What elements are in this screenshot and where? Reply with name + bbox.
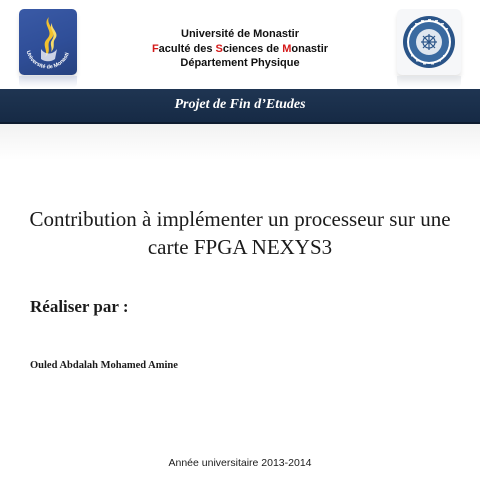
thesis-title <box>20 205 460 261</box>
header-institution <box>110 27 370 71</box>
faculty-seal-reflection <box>397 76 461 88</box>
project-banner <box>0 89 480 124</box>
faculty-name: Faculté des Sciences de Monastir <box>151 42 329 55</box>
banner-title: Projet de Fin d’Etudes <box>174 97 306 112</box>
faculty-seal-icon <box>401 12 457 72</box>
svg-text:Université de Monastir <box>19 9 71 70</box>
department-name: Département Physique <box>180 57 300 69</box>
university-name: Université de Monastir <box>181 28 299 40</box>
thesis-title-line-1: Contribution à implémenter un processeur sur une <box>29 207 451 231</box>
university-logo-text: Université de Monasti <box>24 50 71 71</box>
thesis-title-line-2: carte FPGA NEXYS3 <box>147 235 333 259</box>
university-logo-reflection <box>19 76 77 88</box>
academic-year: Année universitaire 2013-2014 <box>168 457 312 469</box>
university-logo-icon <box>19 9 77 75</box>
faculty-seal <box>397 9 461 75</box>
realiser-label: Réaliser par : <box>30 297 129 316</box>
author-name: Ouled Abdalah Mohamed Amine <box>30 360 178 371</box>
university-logo <box>19 9 77 75</box>
